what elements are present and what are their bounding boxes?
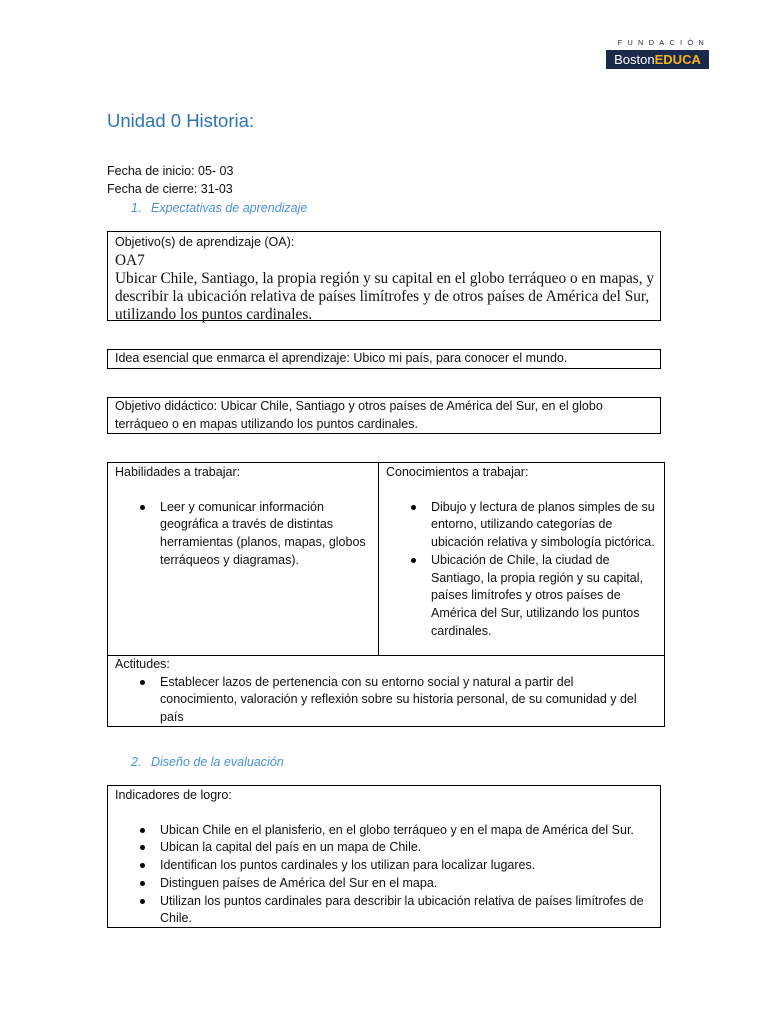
- section-number: 1.: [131, 201, 142, 215]
- fecha-inicio: Fecha de inicio: 05- 03: [107, 164, 234, 178]
- oa-line: utilizando los puntos cardinales.: [115, 305, 313, 323]
- section-heading-expectativas: [131, 201, 307, 215]
- section-heading-diseno: [131, 755, 284, 769]
- list-item: Dibujo y lectura de planos simples de su entorno, utilizando categorías de ubicación relativa y simbología pictórica.: [405, 499, 664, 552]
- list-item: Ubicación de Chile, la ciudad de Santiago, la propia región y su capital, países limítrofes y otros países de América del Sur, utilizando los puntos cardinales.: [405, 552, 664, 641]
- conocimientos-list: [386, 499, 664, 641]
- idea-esencial-box: [107, 349, 661, 369]
- oa-line: Ubicar Chile, Santiago, la propia región y su capital en el globo terráqueo o en mapas, y: [115, 269, 655, 287]
- idea-esencial-text: Idea esencial que enmarca el aprendizaje: Ubico mi país, para conocer el mundo.: [115, 351, 568, 365]
- actitudes-cell: [115, 656, 660, 727]
- actitudes-label: Actitudes:: [115, 657, 170, 671]
- section-label: Diseño de la evaluación: [151, 755, 284, 769]
- objetivo-line: terráqueo o en mapas utilizando los puntos cardinales.: [115, 416, 418, 431]
- oa-label: Objetivo(s) de aprendizaje (OA):: [115, 235, 295, 249]
- section-number: 2.: [131, 755, 142, 769]
- list-item: Identifican los puntos cardinales y los utilizan para localizar lugares.: [134, 857, 660, 875]
- list-item: Utilizan los puntos cardinales para describir la ubicación relativa de países limítrofes de Chile.: [134, 893, 660, 928]
- objetivo-didactico-box: [107, 397, 661, 434]
- logo-boston-text: Boston: [614, 52, 655, 67]
- indicadores-list: [115, 822, 660, 928]
- section-label: Expectativas de aprendizaje: [151, 201, 308, 215]
- list-item: Distinguen países de América del Sur en el mapa.: [134, 875, 660, 893]
- oa-box: [107, 231, 661, 321]
- list-item: Ubican Chile en el planisferio, en el globo terráqueo y en el mapa de América del Sur.: [134, 822, 660, 840]
- page-title: Unidad 0 Historia:: [107, 110, 255, 131]
- list-item: Ubican la capital del país en un mapa de Chile.: [134, 839, 660, 857]
- objetivo-line: Objetivo didáctico: Ubicar Chile, Santiago y otros países de América del Sur, en el globo: [115, 399, 603, 413]
- habilidades-label: Habilidades a trabajar:: [115, 465, 241, 479]
- conocimientos-label: Conocimientos a trabajar:: [386, 465, 529, 479]
- fecha-cierre: Fecha de cierre: 31-03: [107, 182, 233, 196]
- oa-line: describir la ubicación relativa de países limítrofes y de otros países de América del Sur,: [115, 287, 650, 305]
- logo-educa-text: EDUCA: [654, 52, 701, 67]
- logo-badge: [606, 50, 709, 69]
- list-item: Establecer lazos de pertenencia con su entorno social y natural a partir del conocimiento, valoración y reflexión sobre su historia personal, de su comunidad y del país: [134, 674, 660, 727]
- conocimientos-cell: [386, 464, 664, 640]
- habilidades-table: [107, 462, 665, 727]
- table-divider-vertical: [378, 463, 379, 655]
- fundacion-boston-educa-logo: [606, 38, 709, 69]
- logo-fundacion-text: FUNDACIÓN: [617, 38, 709, 47]
- habilidades-cell: [115, 464, 373, 570]
- indicadores-label: Indicadores de logro:: [115, 788, 232, 802]
- oa-code: OA7: [115, 251, 145, 269]
- habilidades-list: [115, 499, 373, 570]
- list-item: Leer y comunicar información geográfica a través de distintas herramientas (planos, mapas, globos terráqueos y diagramas).: [134, 499, 373, 570]
- actitudes-list: [115, 674, 660, 727]
- indicadores-box: [107, 785, 661, 928]
